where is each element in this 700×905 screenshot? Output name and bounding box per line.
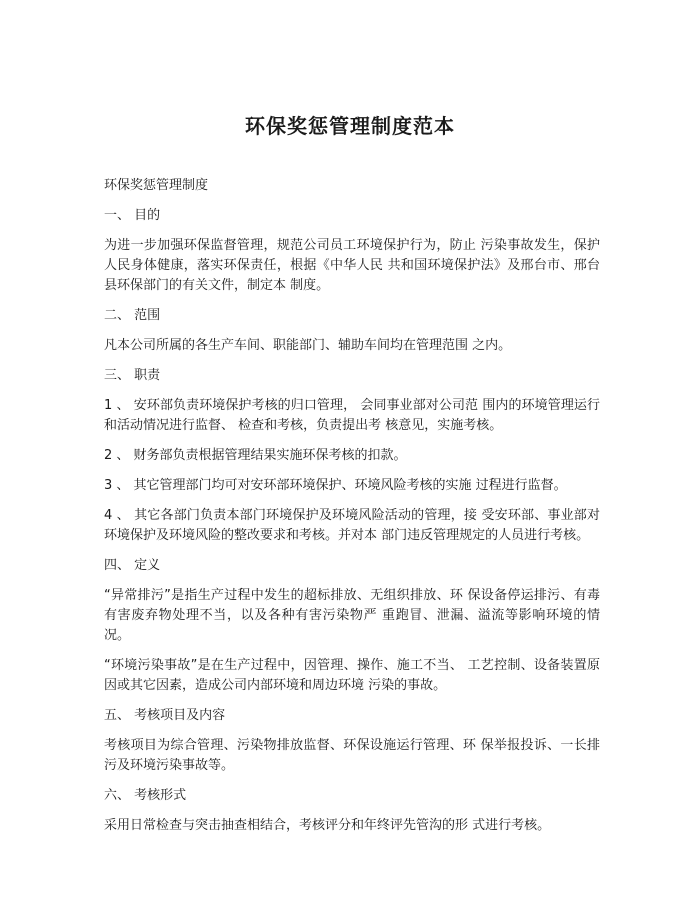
section-heading-purpose: 一、 目的 bbox=[104, 208, 161, 223]
section-heading-scope: 二、 范围 bbox=[104, 308, 161, 323]
document-subtitle: 环保奖惩管理制度 bbox=[104, 178, 209, 193]
definition-abnormal-discharge: “异常排污”是指生产过程中发生的超标排放、无组织排放、环 保设备停运排污、有毒有害废弃物处理不当，以及各种有害污染物严 重跑冒、泄漏、溢流等影响环境的情况。 bbox=[104, 588, 600, 643]
responsibility-item-2: 2 、 财务部负责根据管理结果实施环保考核的扣款。 bbox=[104, 448, 407, 463]
section-heading-assessment-items: 五、 考核项目及内容 bbox=[104, 708, 226, 723]
section-paragraph-purpose: 为进一步加强环保监督管理，规范公司员工环境保护行为，防止 污染事故发生，保护人民身体健康，落实环保责任，根据《中华人民 共和国环境保护法》及邢台市、邢台县环保部门的有关文件，制定本 制度。 bbox=[104, 238, 600, 293]
section-paragraph-assessment-form: 采用日常检查与突击抽查相结合，考核评分和年终评先管沟的形 式进行考核。 bbox=[104, 818, 551, 833]
document-title: 环保奖惩管理制度范本 bbox=[245, 114, 455, 138]
section-paragraph-scope: 凡本公司所属的各生产车间、职能部门、辅助车间均在管理范围 之内。 bbox=[104, 338, 512, 353]
section-heading-responsibilities: 三、 职责 bbox=[104, 368, 161, 383]
responsibility-item-3: 3 、 其它管理部门均可对安环部环境保护、环境风险考核的实施 过程进行监督。 bbox=[104, 478, 567, 493]
responsibility-item-1: 1 、 安环部负责环境保护考核的归口管理， 会同事业部对公司范 围内的环境管理运行和活动情况进行监督、 检查和考核，负责提出考 核意见，实施考核。 bbox=[104, 398, 600, 433]
section-heading-definitions: 四、 定义 bbox=[104, 558, 161, 573]
section-heading-assessment-form: 六、 考核形式 bbox=[104, 788, 187, 803]
definition-pollution-accident: “环境污染事故”是在生产过程中，因管理、操作、施工不当、 工艺控制、设备装置原因或其它因素，造成公司内部环境和周边环境 污染的事故。 bbox=[104, 658, 600, 693]
section-paragraph-assessment-items: 考核项目为综合管理、污染物排放监督、环保设施运行管理、环 保举报投诉、一长排污及环境污染事故等。 bbox=[104, 738, 600, 773]
document-body bbox=[104, 176, 600, 846]
responsibility-item-4: 4 、 其它各部门负责本部门环境保护及环境风险活动的管理，接 受安环部、事业部对环境保护及环境风险的整改要求和考核。并对本 部门违反管理规定的人员进行考核。 bbox=[104, 508, 600, 543]
